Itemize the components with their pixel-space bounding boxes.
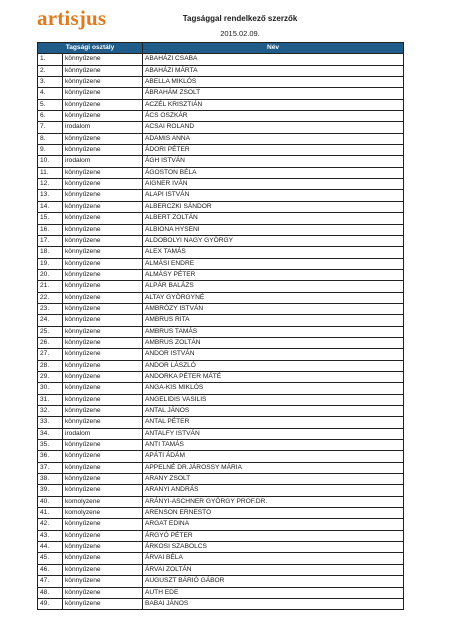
- member-name: ARANYI ANDRÁS: [143, 485, 404, 496]
- member-name: ÁBRAHÁM ZSOLT: [143, 88, 404, 99]
- row-number: 42.: [38, 519, 63, 530]
- membership-class: könnyűzene: [63, 349, 143, 360]
- member-name: ANDOR ISTVÁN: [143, 349, 404, 360]
- row-number: 35.: [38, 440, 63, 451]
- table-row: [38, 326, 404, 337]
- membership-class: könnyűzene: [63, 190, 143, 201]
- table-row: [38, 122, 404, 133]
- membership-class: könnyűzene: [63, 587, 143, 598]
- member-name: AMBRUS RITA: [143, 315, 404, 326]
- members-table: [37, 42, 404, 610]
- membership-class: könnyűzene: [63, 564, 143, 575]
- member-name: ALPÁR BALÁZS: [143, 281, 404, 292]
- table-row: [38, 417, 404, 428]
- table-row: [38, 462, 404, 473]
- membership-class: könnyűzene: [63, 235, 143, 246]
- table-row: [38, 337, 404, 348]
- table-row: [38, 576, 404, 587]
- row-number: 30.: [38, 383, 63, 394]
- row-number: 4.: [38, 88, 63, 99]
- table-row: [38, 349, 404, 360]
- member-name: ÁGH ISTVÁN: [143, 156, 404, 167]
- row-number: 6.: [38, 111, 63, 122]
- member-name: ÁRKOSI SZABOLCS: [143, 542, 404, 553]
- member-name: ÁCS OSZKÁR: [143, 111, 404, 122]
- member-name: AIGNER IVÁN: [143, 179, 404, 190]
- membership-class: könnyűzene: [63, 371, 143, 382]
- member-name: ADAMIS ANNA: [143, 133, 404, 144]
- table-row: [38, 553, 404, 564]
- membership-class: könnyűzene: [63, 485, 143, 496]
- row-number: 46.: [38, 564, 63, 575]
- member-name: ALBERCZKI SÁNDOR: [143, 201, 404, 212]
- membership-class: könnyűzene: [63, 440, 143, 451]
- member-name: ARGAT EDINA: [143, 519, 404, 530]
- membership-class: könnyűzene: [63, 99, 143, 110]
- table-row: [38, 213, 404, 224]
- membership-class: könnyűzene: [63, 247, 143, 258]
- member-name: BABAI JÁNOS: [143, 598, 404, 609]
- table-row: [38, 530, 404, 541]
- membership-class: könnyűzene: [63, 451, 143, 462]
- row-number: 33.: [38, 417, 63, 428]
- membership-class: könnyűzene: [63, 553, 143, 564]
- row-number: 39.: [38, 485, 63, 496]
- row-number: 10.: [38, 156, 63, 167]
- row-number: 31.: [38, 394, 63, 405]
- member-name: ANTI TAMÁS: [143, 440, 404, 451]
- membership-class: könnyűzene: [63, 576, 143, 587]
- row-number: 26.: [38, 337, 63, 348]
- table-row: [38, 99, 404, 110]
- table-row: [38, 247, 404, 258]
- table-row: [38, 145, 404, 156]
- member-name: APPELNÉ DR.JÁROSSY MÁRIA: [143, 462, 404, 473]
- member-name: ÁDORI PÉTER: [143, 145, 404, 156]
- member-name: ÁGOSTON BÉLA: [143, 167, 404, 178]
- row-number: 32.: [38, 406, 63, 417]
- row-number: 17.: [38, 235, 63, 246]
- member-name: ALBIONA HYSENI: [143, 224, 404, 235]
- row-number: 12.: [38, 179, 63, 190]
- membership-class: könnyűzene: [63, 303, 143, 314]
- row-number: 8.: [38, 133, 63, 144]
- row-number: 49.: [38, 598, 63, 609]
- row-number: 21.: [38, 281, 63, 292]
- table-row: [38, 303, 404, 314]
- row-number: 20.: [38, 269, 63, 280]
- table-row: [38, 383, 404, 394]
- member-name: ALMÁSY PÉTER: [143, 269, 404, 280]
- row-number: 38.: [38, 474, 63, 485]
- membership-class: könnyűzene: [63, 474, 143, 485]
- member-name: ANTAL JÁNOS: [143, 406, 404, 417]
- table-row: [38, 315, 404, 326]
- row-number: 2.: [38, 65, 63, 76]
- row-number: 18.: [38, 247, 63, 258]
- membership-class: könnyűzene: [63, 406, 143, 417]
- membership-class: könnyűzene: [63, 65, 143, 76]
- membership-class: komolyzene: [63, 496, 143, 507]
- member-name: APÁTI ÁDÁM: [143, 451, 404, 462]
- member-name: ÁRGYÓ PÉTER: [143, 530, 404, 541]
- table-row: [38, 133, 404, 144]
- table-row: [38, 542, 404, 553]
- membership-class: könnyűzene: [63, 224, 143, 235]
- membership-class: könnyűzene: [63, 598, 143, 609]
- row-number: 37.: [38, 462, 63, 473]
- membership-class: könnyűzene: [63, 179, 143, 190]
- table-row: [38, 77, 404, 88]
- table-row: [38, 587, 404, 598]
- table-row: [38, 65, 404, 76]
- membership-class: könnyűzene: [63, 292, 143, 303]
- row-number: 41.: [38, 508, 63, 519]
- member-name: ALBERT ZOLTÁN: [143, 213, 404, 224]
- membership-class: könnyűzene: [63, 394, 143, 405]
- member-name: ANTALFY ISTVÁN: [143, 428, 404, 439]
- table-row: [38, 235, 404, 246]
- membership-class: könnyűzene: [63, 462, 143, 473]
- table-row: [38, 201, 404, 212]
- membership-class: irodalom: [63, 122, 143, 133]
- row-number: 47.: [38, 576, 63, 587]
- row-number: 27.: [38, 349, 63, 360]
- table-row: [38, 428, 404, 439]
- member-name: ANDORKA PÉTER MÁTÉ: [143, 371, 404, 382]
- row-number: 23.: [38, 303, 63, 314]
- membership-class: könnyűzene: [63, 258, 143, 269]
- membership-class: könnyűzene: [63, 201, 143, 212]
- member-name: AMBRUS ZOLTÁN: [143, 337, 404, 348]
- member-name: AMBRÓZY ISTVÁN: [143, 303, 404, 314]
- member-name: ALAPI ISTVÁN: [143, 190, 404, 201]
- member-name: AUGUSZT BÁRIÓ GÁBOR: [143, 576, 404, 587]
- table-row: [38, 440, 404, 451]
- membership-class: könnyűzene: [63, 383, 143, 394]
- member-name: ANTAL PÉTER: [143, 417, 404, 428]
- table-row: [38, 406, 404, 417]
- table-body: [38, 54, 404, 610]
- table-row: [38, 519, 404, 530]
- member-name: ABAHÁZI CSABA: [143, 54, 404, 65]
- document-title: Tagsággal rendelkező szerzők: [182, 14, 298, 23]
- member-name: ANGA-KIS MIKLÓS: [143, 383, 404, 394]
- member-name: ACZÉL KRISZTIÁN: [143, 99, 404, 110]
- membership-class: könnyűzene: [63, 111, 143, 122]
- member-name: ARÁNYI-ASCHNER GYÖRGY PROF.DR.: [143, 496, 404, 507]
- row-number: 24.: [38, 315, 63, 326]
- table-row: [38, 156, 404, 167]
- column-header-membership-class: Tagsági osztály: [38, 43, 143, 54]
- member-name: AMBRUS TAMÁS: [143, 326, 404, 337]
- table-row: [38, 598, 404, 609]
- table-row: [38, 54, 404, 65]
- membership-class: könnyűzene: [63, 88, 143, 99]
- membership-class: irodalom: [63, 428, 143, 439]
- member-name: ANDOR LÁSZLÓ: [143, 360, 404, 371]
- membership-class: könnyűzene: [63, 133, 143, 144]
- table-row: [38, 179, 404, 190]
- row-number: 14.: [38, 201, 63, 212]
- table-row: [38, 88, 404, 99]
- membership-class: könnyűzene: [63, 360, 143, 371]
- member-name: ABAHÁZI MÁRTA: [143, 65, 404, 76]
- membership-class: könnyűzene: [63, 519, 143, 530]
- table-row: [38, 564, 404, 575]
- row-number: 43.: [38, 530, 63, 541]
- table-header-row: [38, 43, 404, 54]
- row-number: 11.: [38, 167, 63, 178]
- row-number: 1.: [38, 54, 63, 65]
- membership-class: könnyűzene: [63, 54, 143, 65]
- table-row: [38, 281, 404, 292]
- member-name: ALTAY GYÖRGYNÉ: [143, 292, 404, 303]
- table-row: [38, 508, 404, 519]
- membership-class: könnyűzene: [63, 542, 143, 553]
- table-row: [38, 190, 404, 201]
- document-date: 2015.02.09.: [220, 29, 260, 38]
- table-row: [38, 371, 404, 382]
- row-number: 48.: [38, 587, 63, 598]
- row-number: 16.: [38, 224, 63, 235]
- member-name: ALDOBOLYI NAGY GYÖRGY: [143, 235, 404, 246]
- table-row: [38, 496, 404, 507]
- row-number: 25.: [38, 326, 63, 337]
- row-number: 28.: [38, 360, 63, 371]
- membership-class: könnyűzene: [63, 326, 143, 337]
- row-number: 13.: [38, 190, 63, 201]
- row-number: 45.: [38, 553, 63, 564]
- member-name: ACSAI ROLAND: [143, 122, 404, 133]
- member-name: ÁRVAI BÉLA: [143, 553, 404, 564]
- row-number: 15.: [38, 213, 63, 224]
- row-number: 3.: [38, 77, 63, 88]
- table-row: [38, 167, 404, 178]
- member-name: ANGELIDIS VASILIS: [143, 394, 404, 405]
- membership-class: könnyűzene: [63, 77, 143, 88]
- row-number: 7.: [38, 122, 63, 133]
- member-name: ÁRVAI ZOLTÁN: [143, 564, 404, 575]
- row-number: 5.: [38, 99, 63, 110]
- table-row: [38, 451, 404, 462]
- membership-class: könnyűzene: [63, 530, 143, 541]
- membership-class: könnyűzene: [63, 269, 143, 280]
- row-number: 29.: [38, 371, 63, 382]
- table-row: [38, 394, 404, 405]
- member-name: ABELLA MIKLÓS: [143, 77, 404, 88]
- row-number: 19.: [38, 258, 63, 269]
- membership-class: könnyűzene: [63, 281, 143, 292]
- table-row: [38, 224, 404, 235]
- row-number: 34.: [38, 428, 63, 439]
- membership-class: könnyűzene: [63, 167, 143, 178]
- table-row: [38, 111, 404, 122]
- row-number: 22.: [38, 292, 63, 303]
- member-name: ALMÁSI ENDRE: [143, 258, 404, 269]
- table-row: [38, 360, 404, 371]
- member-name: ARENSON ERNESTO: [143, 508, 404, 519]
- row-number: 40.: [38, 496, 63, 507]
- membership-class: irodalom: [63, 156, 143, 167]
- member-name: AUTH EDE: [143, 587, 404, 598]
- table-row: [38, 485, 404, 496]
- table-row: [38, 474, 404, 485]
- table-row: [38, 269, 404, 280]
- table-row: [38, 292, 404, 303]
- membership-class: könnyűzene: [63, 337, 143, 348]
- artisjus-logo: artisjus: [37, 6, 107, 30]
- member-name: ARANY ZSOLT: [143, 474, 404, 485]
- row-number: 9.: [38, 145, 63, 156]
- table-row: [38, 258, 404, 269]
- membership-class: könnyűzene: [63, 315, 143, 326]
- row-number: 36.: [38, 451, 63, 462]
- row-number: 44.: [38, 542, 63, 553]
- membership-class: könnyűzene: [63, 145, 143, 156]
- member-name: ALEX TAMÁS: [143, 247, 404, 258]
- column-header-name: Név: [143, 43, 404, 54]
- membership-class: komolyzene: [63, 508, 143, 519]
- membership-class: könnyűzene: [63, 213, 143, 224]
- membership-class: könnyűzene: [63, 417, 143, 428]
